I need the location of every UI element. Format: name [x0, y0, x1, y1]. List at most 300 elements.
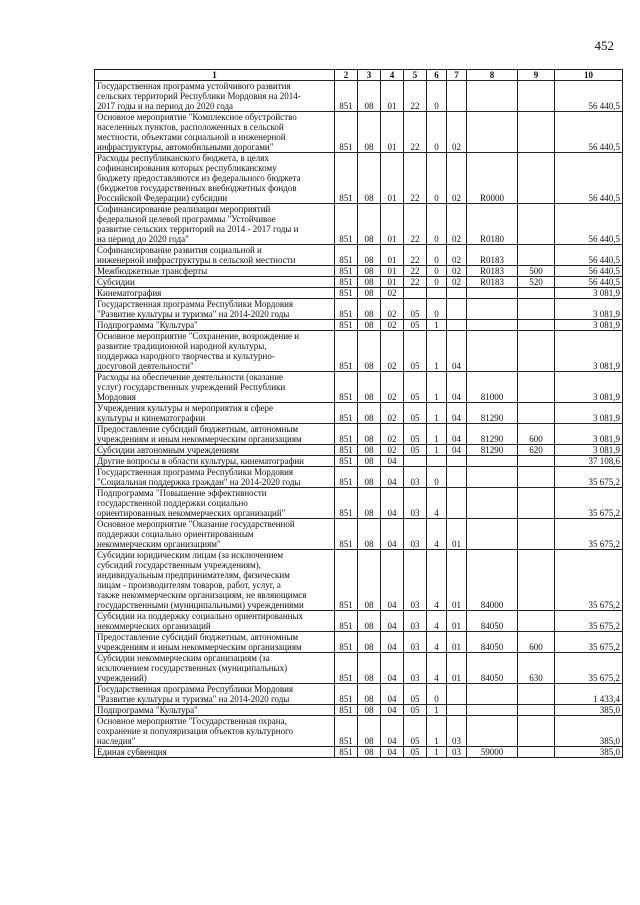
section-code: 08 — [358, 288, 381, 299]
program-code: 03 — [404, 632, 427, 653]
subprogram-code: 4 — [427, 632, 447, 653]
subsection-code: 01 — [381, 266, 404, 277]
row-name: Подпрограмма "Культура" — [95, 705, 335, 716]
direction-code: 84050 — [467, 632, 518, 653]
direction-code — [467, 331, 518, 372]
subsection-code: 01 — [381, 204, 404, 245]
admin-code: 851 — [335, 153, 358, 204]
table-row — [95, 331, 623, 372]
section-code: 08 — [358, 112, 381, 153]
amount: 35 675,2 — [555, 653, 623, 684]
admin-code: 851 — [335, 245, 358, 266]
amount: 3 081,9 — [555, 288, 623, 299]
table-row — [95, 153, 623, 204]
amount: 35 675,2 — [555, 550, 623, 611]
amount: 3 081,9 — [555, 424, 623, 445]
section-code: 08 — [358, 747, 381, 758]
event-code: 04 — [447, 445, 467, 456]
event-code: 04 — [447, 372, 467, 403]
amount: 385,0 — [555, 716, 623, 747]
event-code: 02 — [447, 112, 467, 153]
subprogram-code: 0 — [427, 112, 447, 153]
direction-code — [467, 288, 518, 299]
subprogram-code: 0 — [427, 299, 447, 320]
program-code — [404, 456, 427, 467]
row-name: Субсидии на поддержку социально ориентированных некоммерческих организаций — [95, 611, 335, 632]
budget-table — [94, 69, 623, 758]
admin-code: 851 — [335, 112, 358, 153]
row-name: Государственная программа Республики Мордовия "Развитие культуры и туризма" на 2014-2020 годы — [95, 299, 335, 320]
column-header: 10 — [555, 70, 623, 81]
admin-code: 851 — [335, 424, 358, 445]
direction-code: 81290 — [467, 424, 518, 445]
direction-code: 81290 — [467, 403, 518, 424]
event-code — [447, 288, 467, 299]
admin-code: 851 — [335, 204, 358, 245]
admin-code: 851 — [335, 299, 358, 320]
table-row — [95, 245, 623, 266]
event-code: 02 — [447, 245, 467, 266]
table-row — [95, 550, 623, 611]
subsection-code: 01 — [381, 81, 404, 112]
direction-code: R0183 — [467, 245, 518, 266]
subprogram-code: 0 — [427, 81, 447, 112]
table-row — [95, 611, 623, 632]
expense-type-code — [518, 112, 555, 153]
program-code: 22 — [404, 266, 427, 277]
program-code: 05 — [404, 331, 427, 372]
table-row — [95, 81, 623, 112]
expense-type-code — [518, 705, 555, 716]
table-row — [95, 456, 623, 467]
admin-code: 851 — [335, 81, 358, 112]
program-code: 05 — [404, 445, 427, 456]
admin-code: 851 — [335, 716, 358, 747]
row-name: Государственная программа устойчивого развития сельских территорий Республики Мордовия на 2014- 2017 годы и на период до 2020 года — [95, 81, 335, 112]
event-code: 03 — [447, 747, 467, 758]
amount: 3 081,9 — [555, 372, 623, 403]
row-name: Софинансирование развития социальной и инженерной инфраструктуры в сельской местности — [95, 245, 335, 266]
column-header: 7 — [447, 70, 467, 81]
row-name: Подпрограмма "Культура" — [95, 320, 335, 331]
direction-code — [467, 488, 518, 519]
program-code: 22 — [404, 81, 427, 112]
event-code — [447, 456, 467, 467]
program-code: 03 — [404, 519, 427, 550]
subprogram-code: 1 — [427, 372, 447, 403]
program-code: 22 — [404, 153, 427, 204]
amount: 385,0 — [555, 705, 623, 716]
table-row — [95, 320, 623, 331]
expense-type-code — [518, 467, 555, 488]
program-code: 05 — [404, 716, 427, 747]
direction-code: R0183 — [467, 266, 518, 277]
row-name: Подпрограмма "Повышение эффективности государственной поддержки социально ориентированных некоммерческих организаций" — [95, 488, 335, 519]
expense-type-code — [518, 299, 555, 320]
subsection-code: 02 — [381, 424, 404, 445]
section-code: 08 — [358, 684, 381, 705]
direction-code — [467, 467, 518, 488]
expense-type-code: 600 — [518, 424, 555, 445]
expense-type-code — [518, 611, 555, 632]
amount: 385,0 — [555, 747, 623, 758]
column-header: 6 — [427, 70, 447, 81]
expense-type-code: 520 — [518, 277, 555, 288]
row-name: Предоставление субсидий бюджетным, автономным учреждениям и иным некоммерческим организациям — [95, 424, 335, 445]
table-row — [95, 204, 623, 245]
expense-type-code — [518, 372, 555, 403]
table-row — [95, 445, 623, 456]
event-code: 02 — [447, 266, 467, 277]
admin-code: 851 — [335, 705, 358, 716]
event-code: 02 — [447, 277, 467, 288]
subsection-code: 04 — [381, 716, 404, 747]
expense-type-code — [518, 153, 555, 204]
subprogram-code: 1 — [427, 424, 447, 445]
direction-code: 84050 — [467, 611, 518, 632]
subsection-code: 04 — [381, 456, 404, 467]
amount: 1 433,4 — [555, 684, 623, 705]
header-row — [95, 70, 623, 81]
event-code — [447, 488, 467, 519]
subsection-code: 04 — [381, 653, 404, 684]
subprogram-code: 1 — [427, 445, 447, 456]
amount: 37 108,6 — [555, 456, 623, 467]
program-code: 22 — [404, 112, 427, 153]
column-header: 5 — [404, 70, 427, 81]
subsection-code: 01 — [381, 153, 404, 204]
admin-code: 851 — [335, 632, 358, 653]
section-code: 08 — [358, 716, 381, 747]
subprogram-code: 1 — [427, 716, 447, 747]
subsection-code: 04 — [381, 467, 404, 488]
subsection-code: 04 — [381, 632, 404, 653]
event-code: 03 — [447, 716, 467, 747]
row-name: Основное мероприятие "Комплексное обустройство населенных пунктов, расположенных в сельской местности, объектами социальной и инженерной инфраструктуры, автомобильными дорогами" — [95, 112, 335, 153]
amount: 35 675,2 — [555, 519, 623, 550]
table-row — [95, 266, 623, 277]
expense-type-code — [518, 288, 555, 299]
subsection-code: 02 — [381, 299, 404, 320]
direction-code: 84000 — [467, 550, 518, 611]
section-code: 08 — [358, 488, 381, 519]
section-code: 08 — [358, 445, 381, 456]
row-name: Субсидии некоммерческим организациям (за исключением государственных (муниципальных) учреждений) — [95, 653, 335, 684]
amount: 35 675,2 — [555, 632, 623, 653]
expense-type-code — [518, 245, 555, 266]
subsection-code: 04 — [381, 488, 404, 519]
event-code: 04 — [447, 403, 467, 424]
program-code: 03 — [404, 653, 427, 684]
direction-code: R0183 — [467, 277, 518, 288]
amount: 3 081,9 — [555, 445, 623, 456]
section-code: 08 — [358, 424, 381, 445]
section-code: 08 — [358, 266, 381, 277]
event-code: 04 — [447, 424, 467, 445]
admin-code: 851 — [335, 288, 358, 299]
event-code — [447, 81, 467, 112]
direction-code: 81000 — [467, 372, 518, 403]
table-row — [95, 467, 623, 488]
expense-type-code — [518, 747, 555, 758]
subsection-code: 01 — [381, 245, 404, 266]
program-code: 05 — [404, 372, 427, 403]
expense-type-code — [518, 488, 555, 519]
subprogram-code: 0 — [427, 204, 447, 245]
subprogram-code: 1 — [427, 747, 447, 758]
admin-code: 851 — [335, 277, 358, 288]
admin-code: 851 — [335, 611, 358, 632]
table-row — [95, 519, 623, 550]
event-code: 02 — [447, 204, 467, 245]
program-code: 05 — [404, 320, 427, 331]
section-code: 08 — [358, 204, 381, 245]
direction-code — [467, 705, 518, 716]
subsection-code: 04 — [381, 611, 404, 632]
admin-code: 851 — [335, 331, 358, 372]
subprogram-code: 0 — [427, 245, 447, 266]
subprogram-code: 0 — [427, 277, 447, 288]
subprogram-code: 1 — [427, 331, 447, 372]
event-code: 01 — [447, 632, 467, 653]
subsection-code: 04 — [381, 550, 404, 611]
direction-code: R0000 — [467, 153, 518, 204]
column-header: 4 — [381, 70, 404, 81]
expense-type-code: 620 — [518, 445, 555, 456]
expense-type-code: 600 — [518, 632, 555, 653]
row-name: Учреждения культуры и мероприятия в сфере культуры и кинематографии — [95, 403, 335, 424]
column-header: 3 — [358, 70, 381, 81]
section-code: 08 — [358, 632, 381, 653]
subsection-code: 02 — [381, 288, 404, 299]
subprogram-code: 1 — [427, 403, 447, 424]
section-code: 08 — [358, 277, 381, 288]
direction-code — [467, 684, 518, 705]
section-code: 08 — [358, 653, 381, 684]
subprogram-code: 4 — [427, 550, 447, 611]
amount: 3 081,9 — [555, 320, 623, 331]
table-row — [95, 299, 623, 320]
event-code: 04 — [447, 331, 467, 372]
direction-code — [467, 456, 518, 467]
direction-code — [467, 519, 518, 550]
amount: 56 440,5 — [555, 153, 623, 204]
column-header: 8 — [467, 70, 518, 81]
amount: 35 675,2 — [555, 488, 623, 519]
expense-type-code — [518, 684, 555, 705]
admin-code: 851 — [335, 320, 358, 331]
subsection-code: 01 — [381, 112, 404, 153]
row-name: Расходы республиканского бюджета, в целях софинансирования которых республиканскому бюджету предоставляются из федерального бюджета (бюджетов государственных внебюджетных фондов Российской Федерации) субсидии — [95, 153, 335, 204]
expense-type-code — [518, 204, 555, 245]
amount: 56 440,5 — [555, 245, 623, 266]
subprogram-code: 4 — [427, 653, 447, 684]
direction-code: R0180 — [467, 204, 518, 245]
table-row — [95, 747, 623, 758]
direction-code — [467, 299, 518, 320]
admin-code: 851 — [335, 467, 358, 488]
direction-code: 59000 — [467, 747, 518, 758]
event-code — [447, 684, 467, 705]
expense-type-code — [518, 519, 555, 550]
subprogram-code: 0 — [427, 684, 447, 705]
table-row — [95, 488, 623, 519]
admin-code: 851 — [335, 445, 358, 456]
row-name: Предоставление субсидий бюджетным, автономным учреждениям и иным некоммерческим организациям — [95, 632, 335, 653]
amount: 56 440,5 — [555, 81, 623, 112]
event-code: 01 — [447, 519, 467, 550]
subprogram-code — [427, 456, 447, 467]
section-code: 08 — [358, 299, 381, 320]
subsection-code: 02 — [381, 320, 404, 331]
section-code: 08 — [358, 320, 381, 331]
subsection-code: 02 — [381, 372, 404, 403]
page-number: 452 — [594, 38, 614, 53]
subprogram-code — [427, 288, 447, 299]
expense-type-code — [518, 716, 555, 747]
subprogram-code: 0 — [427, 467, 447, 488]
row-name: Основное мероприятие "Государственная охрана, сохранение и популяризация объектов культурного наследия" — [95, 716, 335, 747]
program-code: 03 — [404, 488, 427, 519]
expense-type-code: 630 — [518, 653, 555, 684]
section-code: 08 — [358, 372, 381, 403]
amount: 3 081,9 — [555, 299, 623, 320]
event-code: 01 — [447, 550, 467, 611]
row-name: Межбюджетные трансферты — [95, 266, 335, 277]
subsection-code: 04 — [381, 705, 404, 716]
program-code: 05 — [404, 403, 427, 424]
program-code: 05 — [404, 705, 427, 716]
section-code: 08 — [358, 611, 381, 632]
section-code: 08 — [358, 403, 381, 424]
subprogram-code: 0 — [427, 153, 447, 204]
section-code: 08 — [358, 81, 381, 112]
expense-type-code — [518, 403, 555, 424]
admin-code: 851 — [335, 372, 358, 403]
table-row — [95, 277, 623, 288]
column-header: 9 — [518, 70, 555, 81]
table-row — [95, 653, 623, 684]
event-code: 02 — [447, 153, 467, 204]
direction-code: 81290 — [467, 445, 518, 456]
direction-code — [467, 320, 518, 331]
subsection-code: 04 — [381, 519, 404, 550]
subprogram-code: 0 — [427, 266, 447, 277]
column-header: 1 — [95, 70, 335, 81]
admin-code: 851 — [335, 403, 358, 424]
admin-code: 851 — [335, 266, 358, 277]
subsection-code: 02 — [381, 331, 404, 372]
row-name: Субсидии юридическим лицам (за исключением субсидий государственным учреждениям), индивидуальным предпринимателям, физическим лицам - производителям товаров, работ, услуг, а также некоммерческим организациям, не являющимся государственными (муниципальными) учреждениями — [95, 550, 335, 611]
section-code: 08 — [358, 456, 381, 467]
amount: 3 081,9 — [555, 403, 623, 424]
program-code: 05 — [404, 424, 427, 445]
row-name: Субсидии автономным учреждениям — [95, 445, 335, 456]
expense-type-code — [518, 81, 555, 112]
event-code: 01 — [447, 611, 467, 632]
admin-code: 851 — [335, 488, 358, 519]
amount: 56 440,5 — [555, 277, 623, 288]
table-row — [95, 684, 623, 705]
program-code: 03 — [404, 467, 427, 488]
subprogram-code: 4 — [427, 488, 447, 519]
expense-type-code — [518, 331, 555, 372]
program-code: 03 — [404, 550, 427, 611]
row-name: Расходы на обеспечение деятельности (оказание услуг) государственных учреждений Республики Мордовия — [95, 372, 335, 403]
expense-type-code — [518, 320, 555, 331]
subsection-code: 01 — [381, 277, 404, 288]
table-row — [95, 112, 623, 153]
subsection-code: 02 — [381, 403, 404, 424]
section-code: 08 — [358, 705, 381, 716]
event-code — [447, 705, 467, 716]
event-code — [447, 467, 467, 488]
expense-type-code — [518, 456, 555, 467]
direction-code: 84050 — [467, 653, 518, 684]
direction-code — [467, 716, 518, 747]
row-name: Кинематография — [95, 288, 335, 299]
subprogram-code: 1 — [427, 320, 447, 331]
row-name: Единая субвенция — [95, 747, 335, 758]
table-row — [95, 288, 623, 299]
table-row — [95, 372, 623, 403]
row-name: Софинансирование реализации мероприятий федеральной целевой программы "Устойчивое развитие сельских территорий на 2014 - 2017 годы и на период до 2020 года" — [95, 204, 335, 245]
program-code: 05 — [404, 299, 427, 320]
admin-code: 851 — [335, 550, 358, 611]
section-code: 08 — [358, 519, 381, 550]
row-name: Государственная программа Республики Мордовия "Развитие культуры и туризма" на 2014-2020 годы — [95, 684, 335, 705]
program-code — [404, 288, 427, 299]
program-code: 22 — [404, 245, 427, 266]
amount: 35 675,2 — [555, 467, 623, 488]
row-name: Основное мероприятие "Сохранение, возрождение и развитие традиционной народной культуры, поддержка народного творчества и культурно- досуговой деятельности" — [95, 331, 335, 372]
table-row — [95, 716, 623, 747]
table-row — [95, 403, 623, 424]
column-header: 2 — [335, 70, 358, 81]
section-code: 08 — [358, 245, 381, 266]
program-code: 05 — [404, 747, 427, 758]
section-code: 08 — [358, 467, 381, 488]
admin-code: 851 — [335, 456, 358, 467]
admin-code: 851 — [335, 747, 358, 758]
event-code: 01 — [447, 653, 467, 684]
subprogram-code: 1 — [427, 705, 447, 716]
event-code — [447, 299, 467, 320]
program-code: 22 — [404, 204, 427, 245]
row-name: Государственная программа Республики Мордовия "Социальная поддержка граждан" на 2014-2020 годы — [95, 467, 335, 488]
admin-code: 851 — [335, 653, 358, 684]
subsection-code: 04 — [381, 747, 404, 758]
table-row — [95, 705, 623, 716]
section-code: 08 — [358, 153, 381, 204]
amount: 35 675,2 — [555, 611, 623, 632]
program-code: 22 — [404, 277, 427, 288]
event-code — [447, 320, 467, 331]
table-row — [95, 632, 623, 653]
expense-type-code: 500 — [518, 266, 555, 277]
table-row — [95, 424, 623, 445]
amount: 3 081,9 — [555, 331, 623, 372]
amount: 56 440,5 — [555, 266, 623, 277]
expense-type-code — [518, 550, 555, 611]
subprogram-code: 4 — [427, 611, 447, 632]
section-code: 08 — [358, 331, 381, 372]
amount: 56 440,5 — [555, 204, 623, 245]
amount: 56 440,5 — [555, 112, 623, 153]
row-name: Другие вопросы в области культуры, кинематографии — [95, 456, 335, 467]
admin-code: 851 — [335, 519, 358, 550]
row-name: Субсидии — [95, 277, 335, 288]
